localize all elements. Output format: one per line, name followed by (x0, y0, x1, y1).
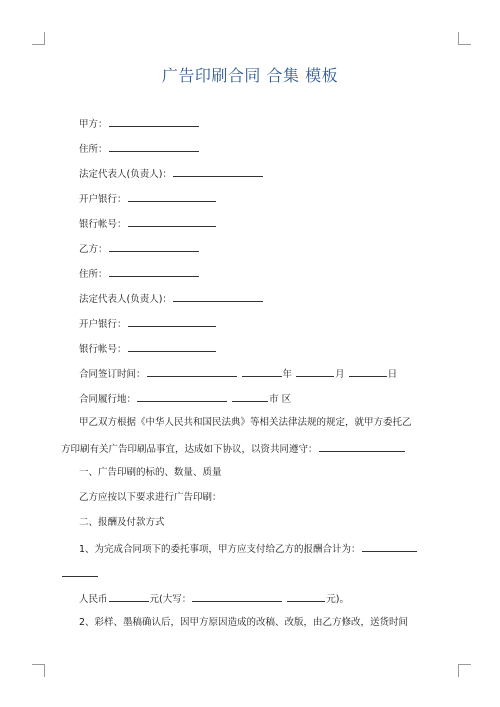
rmb-upper-amount-blank[interactable] (287, 591, 325, 602)
party-b-bank-blank[interactable] (128, 316, 216, 327)
party-b-bank-label: 开户银行： (79, 319, 127, 330)
party-b-account-blank[interactable] (128, 341, 216, 352)
party-a-bank-blank[interactable] (128, 191, 216, 202)
item-1-continuation-blank[interactable] (62, 566, 98, 577)
sign-year-label: 年 (282, 369, 293, 380)
sign-city-label: 市 区 (269, 394, 292, 405)
party-a-address-label: 住所： (79, 144, 108, 155)
sign-year-blank[interactable] (242, 366, 282, 377)
document-title: 广告印刷合同 合集 模板 (161, 66, 339, 85)
intro-line-1: 甲乙双方根据《中华人民共和国民法典》等相关法律法规的规定，就甲方委托乙 (79, 417, 412, 428)
party-a-name-blank[interactable] (109, 116, 199, 127)
party-b-address-line (79, 266, 200, 282)
sign-city-blank[interactable] (232, 391, 268, 402)
rmb-end: 元)。 (326, 594, 349, 605)
sign-day-blank[interactable] (349, 366, 387, 377)
intro-line-2 (61, 441, 406, 457)
party-a-name-line (79, 116, 200, 132)
party-b-name-label: 乙方： (79, 244, 108, 255)
corner-mark-bottom-left (32, 664, 45, 677)
party-a-account-blank[interactable] (128, 216, 216, 227)
party-b-address-blank[interactable] (109, 266, 199, 277)
party-a-rep-blank[interactable] (173, 166, 263, 177)
rmb-amount-blank[interactable] (109, 591, 149, 602)
section-1-heading: 一、广告印刷的标的、数量、质量 (79, 467, 222, 478)
corner-mark-top-left (32, 32, 45, 45)
party-b-account-line (79, 341, 217, 357)
party-a-rep-line (79, 166, 264, 182)
item-1-text: 1、为完成合同项下的委托事项，甲方应支付给乙方的报酬合计为： (79, 544, 361, 555)
sign-place-blank[interactable] (137, 391, 227, 402)
sign-month-label: 月 (335, 369, 345, 380)
rmb-upper-blank[interactable] (192, 591, 282, 602)
party-b-bank-line (79, 316, 217, 332)
sign-time-line (79, 366, 397, 382)
section-2-heading: 二、报酬及付款方式 (79, 517, 165, 528)
sign-time-label: 合同签订时间： (79, 369, 146, 380)
party-a-account-line (79, 216, 217, 232)
party-a-address-blank[interactable] (109, 141, 199, 152)
corner-mark-top-right (458, 32, 471, 45)
party-b-rep-label: 法定代表人(负责人)： (79, 294, 172, 305)
item-1-continuation (61, 566, 99, 582)
party-a-bank-label: 开户银行： (79, 194, 127, 205)
item-1-line (79, 541, 418, 557)
party-a-name-label: 甲方： (79, 119, 108, 130)
sign-place-line (79, 391, 291, 407)
rmb-label: 人民币 (79, 594, 108, 605)
sign-place-label: 合同履行地： (79, 394, 137, 405)
party-a-address-line (79, 141, 200, 157)
rmb-line (79, 591, 349, 607)
item-1-blank[interactable] (362, 541, 417, 552)
sign-day-label: 日 (387, 369, 398, 380)
party-a-account-label: 银行帐号： (79, 219, 127, 230)
party-b-rep-blank[interactable] (173, 291, 263, 302)
party-a-rep-label: 法定代表人(负责人)： (79, 169, 172, 180)
party-b-rep-line (79, 291, 264, 307)
item-2-line: 2、彩样、墨稿确认后，因甲方原因造成的改稿、改版，由乙方修改，送货时间 (79, 617, 409, 628)
rmb-unit: 元(大写： (149, 594, 192, 605)
section-1-text: 乙方应按以下要求进行广告印刷： (79, 492, 222, 503)
intro-line-2-text: 方印刷有关广告印刷品事宜，达成如下协议，以资共同遵守： (61, 444, 318, 455)
corner-mark-bottom-right (458, 664, 471, 677)
sign-month-blank[interactable] (296, 366, 334, 377)
party-a-bank-line (79, 191, 217, 207)
party-b-address-label: 住所： (79, 269, 108, 280)
party-b-account-label: 银行帐号： (79, 344, 127, 355)
intro-blank[interactable] (319, 441, 405, 452)
party-b-name-line (79, 241, 200, 257)
party-b-name-blank[interactable] (109, 241, 199, 252)
sign-time-blank[interactable] (147, 366, 237, 377)
